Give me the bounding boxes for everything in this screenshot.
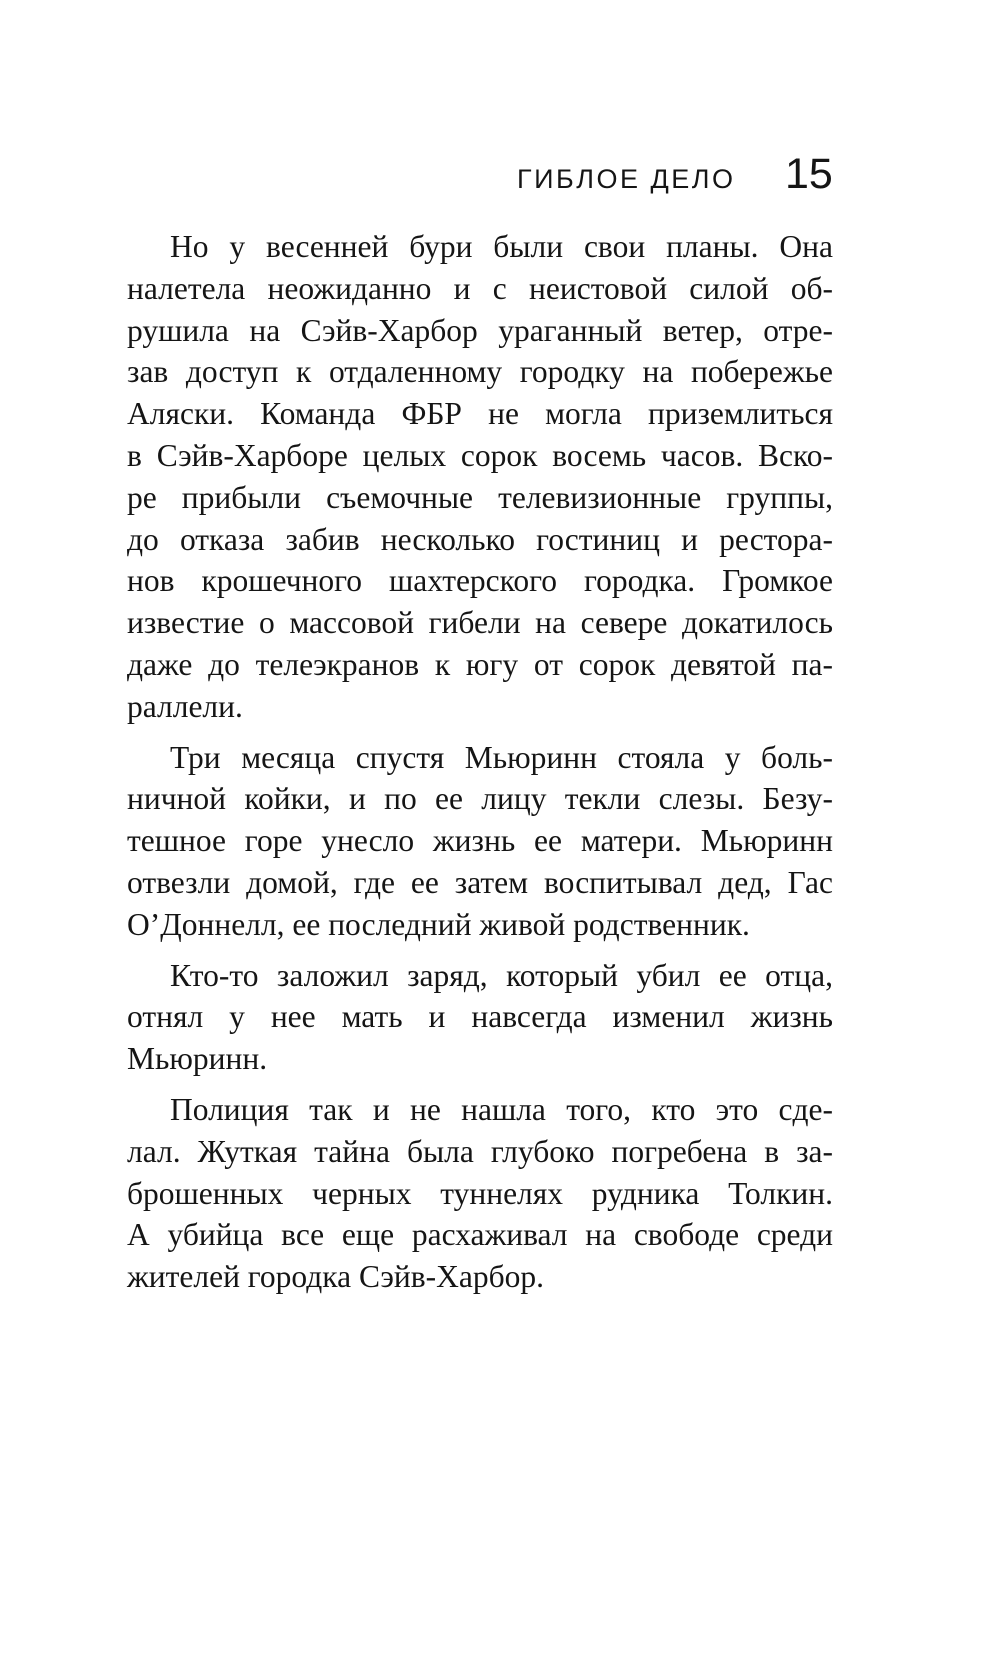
text-line: А убийца все еще расхаживал на свободе среди	[127, 1217, 833, 1253]
text-line: Аляски. Команда ФБР не могла приземлиться	[127, 396, 833, 432]
text-line: тешное горе унесло жизнь ее матери. Мьюринн	[127, 823, 833, 859]
text-line: отвезли домой, где ее затем воспитывал дед, Гас	[127, 864, 833, 900]
running-header	[470, 146, 832, 206]
text-line: даже до телеэкранов к югу от сорок девятой па-	[127, 646, 833, 682]
text-line: нов крошечного шахтерского городка. Громкое	[127, 563, 833, 599]
text-line: брошенных черных туннелях рудника Толкин.	[127, 1175, 833, 1211]
running-header-title: ГИБЛОЕ ДЕЛО	[517, 164, 736, 194]
text-line: Кто-то заложил заряд, который убил ее отца,	[170, 957, 833, 993]
text-line: в Сэйв-Харборе целых сорок восемь часов. Вско-	[127, 437, 833, 473]
text-line: Но у весенней бури были свои планы. Она	[170, 229, 833, 264]
text-line: Полиция так и не нашла того, кто это сде-	[170, 1091, 833, 1127]
text-line: известие о массовой гибели на севере докатилось	[127, 605, 833, 641]
text-line: до отказа забив несколько гостиниц и рестора-	[127, 521, 833, 557]
paragraph	[127, 955, 833, 1080]
paragraph	[127, 226, 833, 728]
body-text	[127, 226, 833, 1307]
text-line: Три месяца спустя Мьюринн стояла у боль-	[170, 739, 833, 775]
text-line: ничной койки, и по ее лицу текли слезы. Безу-	[127, 781, 833, 817]
page-number: 15	[785, 150, 833, 198]
text-line: жителей городка Сэйв-Харбор.	[127, 1259, 545, 1295]
text-line: рушила на Сэйв-Харбор ураганный ветер, отре-	[127, 312, 833, 348]
text-line: ре прибыли съемочные телевизионные группы,	[127, 479, 833, 515]
text-line: лал. Жуткая тайна была глубоко погребена в за-	[127, 1133, 833, 1169]
text-line: Мьюринн.	[127, 1041, 268, 1077]
text-line: О’Доннелл, ее последний живой родственник.	[127, 906, 750, 942]
text-line: раллели.	[127, 688, 243, 724]
paragraph	[127, 737, 833, 946]
text-line: отнял у нее мать и навсегда изменил жизнь	[127, 999, 833, 1035]
paragraph	[127, 1089, 833, 1298]
text-line: налетела неожиданно и с неистовой силой об-	[127, 270, 833, 306]
text-line: зав доступ к отдаленному городку на побережье	[127, 354, 833, 390]
